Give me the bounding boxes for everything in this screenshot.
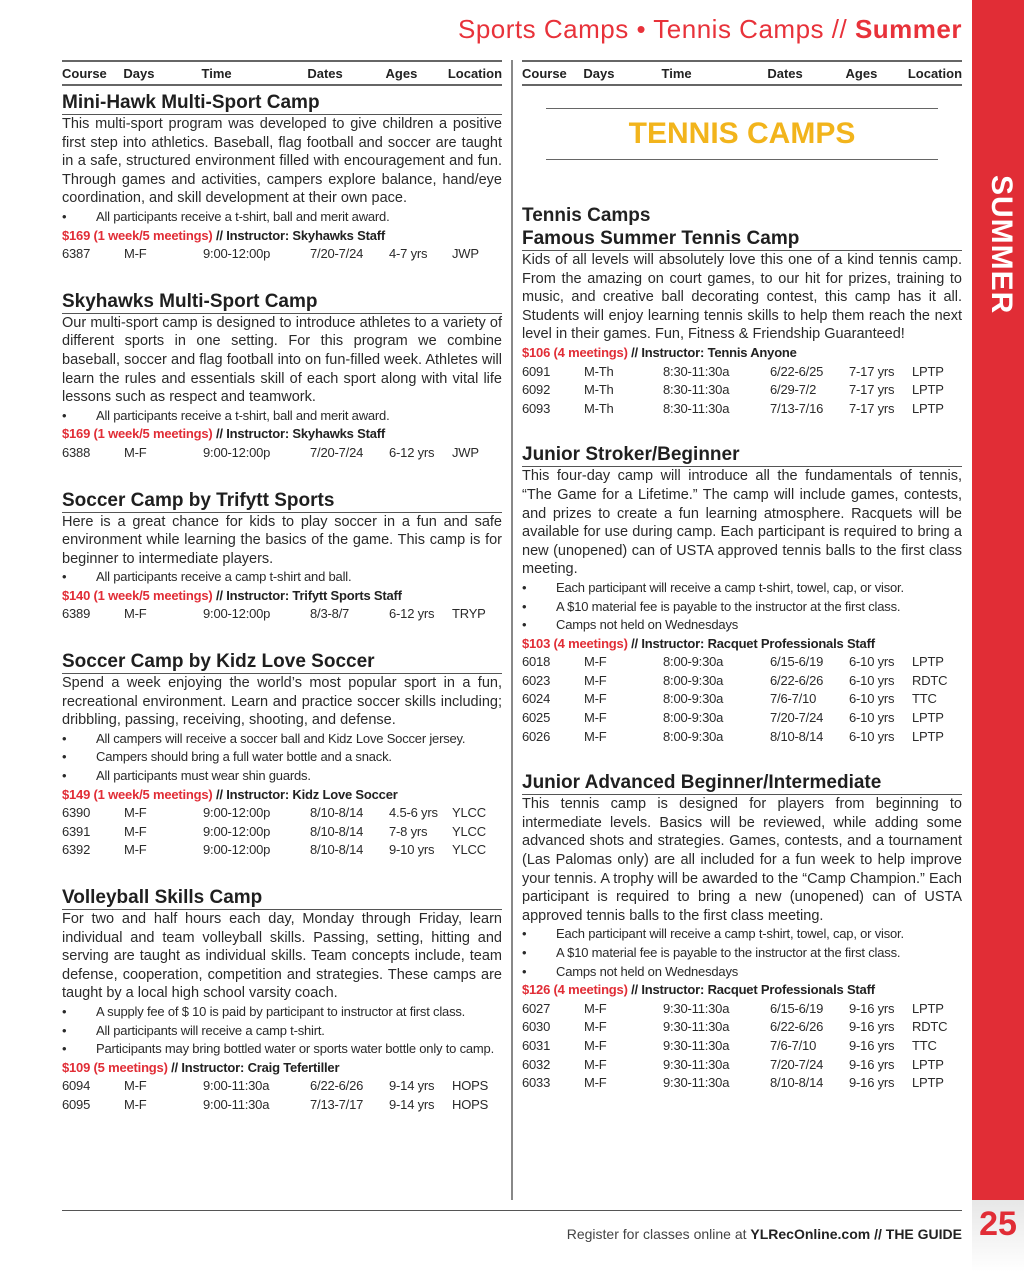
instructor: // Instructor: Craig Tefertiller (167, 1059, 340, 1075)
price-line (62, 587, 502, 606)
bullet-item: • Each participant will receive a camp t-shirt, towel, cap, or visor. (522, 579, 962, 598)
course-dates: 8/10-8/14 (310, 842, 364, 858)
course-days: M-F (124, 823, 147, 839)
camp-description: This multi-sport program was developed to give children a positive first step into athletics. Baseball, flag football and soccer are taught in a safe, structured environment filled with encouragement and fun. Through games and activities, campers explore balance, hand/eye coordination, and skill development at their own pace. (62, 116, 502, 207)
course-ages: 9-14 yrs (389, 1096, 435, 1112)
course-number: 6023 (522, 672, 551, 688)
course-days: M-F (584, 691, 607, 707)
course-location: TRYP (452, 606, 486, 622)
col-location: Location (447, 65, 503, 81)
col-course: Course (62, 65, 107, 81)
camp-description: Kids of all levels will absolutely love this one of a kind tennis camp. From the amazing on court games, to our hit for prizes, training to music, and creative ball decorating contest, this camp has it all. Students will enjoy learning tennis skills to help them reach the next level in their games. Fun, Fitness & Friendship Guaranteed! (522, 252, 962, 343)
bullet-item: • A $10 material fee is payable to the instructor at the first class. (522, 944, 962, 963)
bullet-list (62, 568, 502, 587)
course-ages: 9-16 yrs (849, 1037, 895, 1053)
course-time: 9:30-11:30a (663, 1000, 730, 1016)
course-row (522, 690, 962, 709)
course-ages: 4.5-6 yrs (389, 805, 438, 821)
bullet-list (62, 407, 502, 426)
header-breadcrumb: Sports Camps • Tennis Camps // (458, 14, 848, 44)
course-row (62, 245, 502, 264)
course-row (522, 653, 962, 672)
course-time: 9:00-12:00p (203, 823, 271, 839)
page-header (0, 14, 962, 45)
course-row (522, 363, 962, 382)
course-number: 6093 (522, 400, 551, 416)
course-days: M-F (584, 1000, 607, 1016)
price-amount: $169 (1 week/5 meetings) (62, 227, 213, 243)
course-row (522, 728, 962, 747)
price-amount: $103 (4 meetings) (522, 635, 628, 651)
course-location: TTC (912, 1037, 937, 1053)
col-days: Days (123, 65, 155, 81)
course-time: 9:30-11:30a (663, 1056, 730, 1072)
course-time: 9:00-11:30a (203, 1096, 270, 1112)
course-location: YLCC (452, 823, 486, 839)
bullet-item: • Participants may bring bottled water or sports water bottle only to camp. (62, 1040, 502, 1059)
left-column (62, 60, 502, 1115)
col-ages: Ages (385, 65, 418, 81)
course-ages: 9-14 yrs (389, 1078, 435, 1094)
course-location: LPTP (912, 400, 944, 416)
course-time: 9:30-11:30a (663, 1075, 730, 1091)
instructor: // Instructor: Racquet Professionals Staff (627, 635, 875, 651)
course-time: 8:30-11:30a (663, 400, 730, 416)
course-ages: 9-10 yrs (389, 842, 435, 858)
course-dates: 8/10-8/14 (770, 728, 824, 744)
camp-title: Volleyball Skills Camp (62, 887, 502, 910)
course-days: M-F (124, 1078, 147, 1094)
course-number: 6033 (522, 1075, 551, 1091)
course-location: HOPS (452, 1078, 489, 1094)
course-number: 6018 (522, 654, 551, 670)
instructor: // Instructor: Skyhawks Staff (212, 426, 385, 442)
course-row (62, 605, 502, 624)
footer-guide: // THE GUIDE (870, 1226, 962, 1242)
course-dates: 6/15-6/19 (770, 1000, 824, 1016)
course-time: 8:00-9:30a (663, 710, 724, 726)
bullet-item: • All participants must wear shin guards. (62, 767, 502, 786)
instructor: // Instructor: Kidz Love Soccer (212, 786, 398, 802)
camp-description: For two and half hours each day, Monday through Friday, learn individual and team volleyball skills. Passing, setting, hitting and serving are taught as individual skills. Team concepts include, team defense, cooperation, competition and strategies. These camps are taught by a local high school varsity coach. (62, 911, 502, 1002)
column-divider (511, 60, 513, 1200)
course-row (522, 709, 962, 728)
col-ages: Ages (845, 65, 878, 81)
course-row (522, 381, 962, 400)
price-line (62, 1059, 502, 1078)
column-header (62, 60, 502, 86)
course-time: 9:30-11:30a (663, 1037, 730, 1053)
course-dates: 8/10-8/14 (310, 823, 364, 839)
course-time: 9:00-12:00p (203, 444, 271, 460)
price-amount: $106 (4 meetings) (522, 344, 628, 360)
instructor: // Instructor: Skyhawks Staff (212, 227, 385, 243)
page-footer (0, 1226, 962, 1242)
camp-section (62, 463, 502, 625)
course-dates: 7/20-7/24 (310, 246, 364, 262)
camp-title: Mini-Hawk Multi-Sport Camp (62, 92, 502, 115)
camp-description: This four-day camp will introduce all the fundamentals of tennis, “The Game for a Lifetime.” The camp will include games, contests, and prizes to create a fun learning atmosphere. Racquets will be available for use during camp. Each participant is required to bring a new (unopened) can of USTA approved tennis balls to the first class meeting. (522, 468, 962, 578)
camp-section (62, 92, 502, 264)
course-ages: 6-12 yrs (389, 444, 435, 460)
col-dates: Dates (767, 65, 803, 81)
column-header (522, 60, 962, 86)
course-ages: 9-16 yrs (849, 1000, 895, 1016)
course-days: M-F (584, 1056, 607, 1072)
camp-description: This tennis camp is designed for players from beginning to intermediate levels. Basics will be reviewed, while adding some advanced shots and strategies. Games, contests, and a tournament (Las Palomas only) are all included for a fun week to help improve your tennis. A trophy will be awarded to the “Camp Champion.” Each participant is required to bring a new (unopened) can of USTA approved tennis balls to the first class meeting. (522, 796, 962, 924)
course-row (62, 1077, 502, 1096)
price-amount: $140 (1 week/5 meetings) (62, 587, 213, 603)
course-location: LPTP (912, 1000, 944, 1016)
course-dates: 6/22-6/26 (310, 1078, 364, 1094)
course-time: 9:30-11:30a (663, 1019, 730, 1035)
course-number: 6392 (62, 842, 91, 858)
course-number: 6095 (62, 1096, 91, 1112)
price-amount: $126 (4 meetings) (522, 982, 628, 998)
course-number: 6092 (522, 382, 551, 398)
col-course: Course (522, 65, 567, 81)
bullet-item: • Camps not held on Wednesdays (522, 616, 962, 635)
course-ages: 7-17 yrs (849, 363, 895, 379)
footer-text: Register for classes online at (566, 1226, 751, 1242)
camp-title: Famous Summer Tennis Camp (522, 228, 962, 251)
col-time: Time (661, 65, 692, 81)
bullet-item: • All participants receive a t-shirt, ball and merit award. (62, 407, 502, 426)
course-dates: 6/22-6/26 (770, 672, 824, 688)
camp-title: Junior Stroker/Beginner (522, 444, 962, 467)
course-days: M-F (124, 606, 147, 622)
course-location: LPTP (912, 710, 944, 726)
course-dates: 7/13-7/17 (310, 1096, 364, 1112)
camp-section (522, 418, 962, 746)
price-line (62, 227, 502, 246)
course-number: 6031 (522, 1037, 551, 1053)
course-row (522, 1037, 962, 1056)
course-days: M-F (124, 805, 147, 821)
course-location: JWP (452, 246, 479, 262)
course-time: 8:00-9:30a (663, 691, 724, 707)
course-days: M-Th (584, 363, 614, 379)
bullet-list (522, 579, 962, 635)
price-amount: $109 (5 meetings) (62, 1059, 168, 1075)
camp-title: Skyhawks Multi-Sport Camp (62, 291, 502, 314)
course-dates: 7/6-7/10 (770, 1037, 817, 1053)
bullet-list (62, 208, 502, 227)
right-column (522, 60, 962, 1093)
course-dates: 7/20-7/24 (310, 444, 364, 460)
camp-description: Our multi-sport camp is designed to introduce athletes to a variety of different sports in one setting. For this program we combine baseball, soccer and flag football into on fun-filled week. Athletes will learn the rules and essentials skill of each sport along with vital life lessons such as respect and teamwork. (62, 314, 502, 406)
course-number: 6030 (522, 1019, 551, 1035)
course-number: 6027 (522, 1000, 551, 1016)
course-dates: 7/13-7/16 (770, 400, 824, 416)
course-time: 9:00-11:30a (203, 1078, 270, 1094)
bullet-list (62, 730, 502, 786)
camp-title: Junior Advanced Beginner/Intermediate (522, 772, 962, 795)
bullet-item: • All participants will receive a camp t-shirt. (62, 1022, 502, 1041)
course-dates: 8/3-8/7 (310, 606, 350, 622)
sidebar-label: SUMMER (985, 175, 1018, 315)
course-location: LPTP (912, 728, 944, 744)
course-days: M-Th (584, 382, 614, 398)
camp-section (522, 746, 962, 1093)
course-days: M-F (584, 672, 607, 688)
course-number: 6094 (62, 1078, 91, 1094)
course-time: 9:00-12:00p (203, 246, 271, 262)
course-days: M-F (584, 1075, 607, 1091)
course-days: M-F (124, 246, 147, 262)
course-time: 9:00-12:00p (203, 842, 271, 858)
camp-title: Soccer Camp by Trifytt Sports (62, 490, 502, 513)
course-ages: 9-16 yrs (849, 1019, 895, 1035)
price-line (62, 786, 502, 805)
bullet-item: • All campers will receive a soccer ball and Kidz Love Soccer jersey. (62, 730, 502, 749)
course-dates: 6/15-6/19 (770, 654, 824, 670)
bullet-item: • All participants receive a camp t-shirt and ball. (62, 568, 502, 587)
bullet-item: • Campers should bring a full water bottle and a snack. (62, 748, 502, 767)
camp-description: Here is a great chance for kids to play soccer in a fun and safe environment while learning the basics of the game. This camp is for beginner to intermediate players. (62, 513, 502, 567)
bullet-item: • A $10 material fee is payable to the instructor at the first class. (522, 598, 962, 617)
course-location: YLCC (452, 805, 486, 821)
camp-description: Spend a week enjoying the world’s most popular sport in a fun, recreational environment. Learn and practice soccer skills including; dribbling, passing, receiving, shooting, and defense. (62, 675, 502, 729)
course-location: LPTP (912, 654, 944, 670)
course-number: 6024 (522, 691, 551, 707)
course-time: 8:30-11:30a (663, 363, 730, 379)
course-days: M-F (124, 1096, 147, 1112)
course-dates: 6/29-7/2 (770, 382, 817, 398)
course-days: M-F (584, 1037, 607, 1053)
course-row (62, 823, 502, 842)
col-location: Location (907, 65, 963, 81)
camp-section (522, 228, 962, 418)
course-number: 6390 (62, 805, 91, 821)
course-row (522, 1074, 962, 1093)
header-season: Summer (854, 14, 962, 44)
course-ages: 6-12 yrs (389, 606, 435, 622)
course-location: LPTP (912, 1075, 944, 1091)
course-row (62, 444, 502, 463)
course-time: 9:00-12:00p (203, 606, 271, 622)
course-number: 6025 (522, 710, 551, 726)
course-dates: 7/20-7/24 (770, 1056, 824, 1072)
course-ages: 7-17 yrs (849, 382, 895, 398)
bullet-item: • Camps not held on Wednesdays (522, 963, 962, 982)
course-location: RDTC (912, 1019, 948, 1035)
bullet-list (522, 925, 962, 981)
course-ages: 6-10 yrs (849, 654, 895, 670)
page-number: 25 (979, 1205, 1017, 1243)
camp-section (62, 860, 502, 1115)
course-location: YLCC (452, 842, 486, 858)
footer-site-link[interactable]: YLRecOnline.com (750, 1226, 871, 1242)
course-dates: 8/10-8/14 (770, 1075, 824, 1091)
course-number: 6026 (522, 728, 551, 744)
col-time: Time (201, 65, 232, 81)
price-line (522, 635, 962, 654)
course-number: 6391 (62, 823, 91, 839)
instructor: // Instructor: Racquet Professionals Staff (627, 982, 875, 998)
course-number: 6388 (62, 444, 91, 460)
bullet-item: • All participants receive a t-shirt, ball and merit award. (62, 208, 502, 227)
price-line (522, 344, 962, 363)
course-row (62, 804, 502, 823)
tennis-camps-banner: TENNIS CAMPS (546, 108, 938, 160)
course-dates: 7/6-7/10 (770, 691, 817, 707)
course-dates: 8/10-8/14 (310, 805, 364, 821)
course-days: M-F (584, 1019, 607, 1035)
course-location: LPTP (912, 363, 944, 379)
course-ages: 6-10 yrs (849, 728, 895, 744)
course-location: RDTC (912, 672, 948, 688)
instructor: // Instructor: Trifytt Sports Staff (212, 587, 402, 603)
bullet-list (62, 1003, 502, 1059)
camp-section (62, 624, 502, 860)
course-ages: 7-17 yrs (849, 400, 895, 416)
course-row (522, 672, 962, 691)
course-ages: 6-10 yrs (849, 691, 895, 707)
bullet-item: • Each participant will receive a camp t-shirt, towel, cap, or visor. (522, 925, 962, 944)
course-number: 6091 (522, 363, 551, 379)
course-ages: 7-8 yrs (389, 823, 428, 839)
course-days: M-F (584, 728, 607, 744)
course-days: M-F (584, 710, 607, 726)
course-row (522, 400, 962, 419)
course-days: M-F (124, 842, 147, 858)
course-row (62, 841, 502, 860)
course-time: 9:00-12:00p (203, 805, 271, 821)
course-dates: 7/20-7/24 (770, 710, 824, 726)
tennis-subheading: Tennis Camps (522, 205, 651, 226)
course-row (522, 1056, 962, 1075)
course-location: HOPS (452, 1096, 489, 1112)
course-row (62, 1096, 502, 1115)
camp-section (62, 264, 502, 463)
course-time: 8:00-9:30a (663, 728, 724, 744)
course-location: JWP (452, 444, 479, 460)
instructor: // Instructor: Tennis Anyone (627, 344, 797, 360)
course-days: M-F (584, 654, 607, 670)
course-number: 6389 (62, 606, 91, 622)
price-line (522, 981, 962, 1000)
course-time: 8:00-9:30a (663, 654, 724, 670)
course-ages: 9-16 yrs (849, 1056, 895, 1072)
course-time: 8:00-9:30a (663, 672, 724, 688)
price-line (62, 425, 502, 444)
col-dates: Dates (307, 65, 343, 81)
price-amount: $149 (1 week/5 meetings) (62, 786, 213, 802)
col-days: Days (583, 65, 615, 81)
price-amount: $169 (1 week/5 meetings) (62, 426, 213, 442)
course-days: M-F (124, 444, 147, 460)
course-location: TTC (912, 691, 937, 707)
course-dates: 6/22-6/25 (770, 363, 824, 379)
course-ages: 6-10 yrs (849, 710, 895, 726)
course-ages: 6-10 yrs (849, 672, 895, 688)
course-location: LPTP (912, 382, 944, 398)
course-ages: 9-16 yrs (849, 1075, 895, 1091)
course-number: 6387 (62, 246, 91, 262)
course-number: 6032 (522, 1056, 551, 1072)
course-dates: 6/22-6/26 (770, 1019, 824, 1035)
course-time: 8:30-11:30a (663, 382, 730, 398)
course-row (522, 1018, 962, 1037)
course-location: LPTP (912, 1056, 944, 1072)
course-days: M-Th (584, 400, 614, 416)
bullet-item: • A supply fee of $ 10 is paid by participant to instructor at first class. (62, 1003, 502, 1022)
course-ages: 4-7 yrs (389, 246, 428, 262)
camp-title: Soccer Camp by Kidz Love Soccer (62, 651, 502, 674)
course-row (522, 1000, 962, 1019)
footer-rule (62, 1210, 962, 1211)
